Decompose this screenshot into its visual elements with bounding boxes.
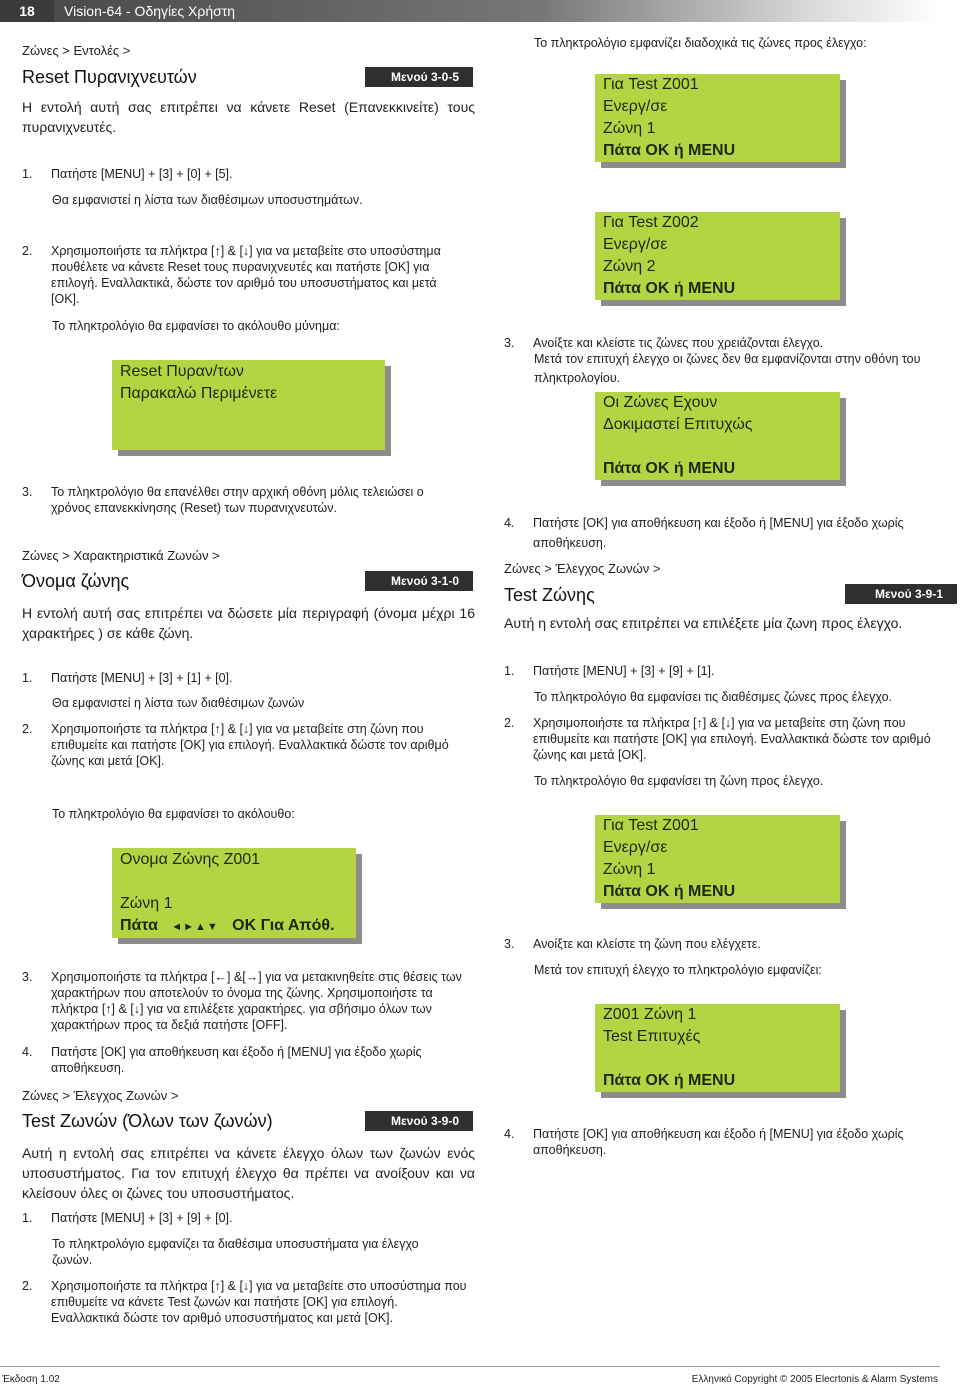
- lcd-line: Οι Ζώνες Εχουν: [603, 394, 718, 411]
- keypad-lcd-display: [595, 392, 840, 480]
- lcd-line: Ζώνη 1: [603, 861, 656, 878]
- step-note: Το πληκτρολόγιο θα εμφανίσει τις διαθέσιμες ζώνες προς έλεγχο.: [534, 690, 893, 704]
- keypad-lcd-display: [595, 212, 840, 300]
- lcd-line: Reset Πυραν/των: [120, 363, 244, 380]
- lcd-line: Για Test Z002: [603, 214, 699, 231]
- step-1: 1. Πατήστε [MENU] + [3] + [0] + [5].: [22, 167, 233, 181]
- breadcrumb: Ζώνες > Έλεγχος Ζωνών >: [22, 1088, 179, 1103]
- section-title: Test Ζωνών (Όλων των ζωνών): [22, 1111, 273, 1131]
- keypad-lcd-display: [595, 74, 840, 162]
- step-2: 2. Χρησιμοποιήστε τα πλήκτρα [↑] & [↓] για να μεταβείτε στη ζώνη που επιθυμείτε και πατήστε [OK] για επιλογή. Εναλλακτικά δώστε τον αριθμό ζώνης και μετά [OK].: [504, 716, 931, 762]
- step-3: 3. Χρησιμοποιήστε τα πλήκτρα [←] &[→] για να μετακινηθείτε στις θέσεις των χαρακτήρων που αποτελούν το όνομα της ζώνης. Χρησιμοποιήστε τα πλήκτρα [↑] & [↓] για να επιλέξετε χαρακτήρες. για σβήσιμο όλων των χαρακτήρων προς τα δεξιά πατήστε [OFF].: [22, 970, 462, 1032]
- step-3: 3. Ανοίξτε και κλείστε τις ζώνες που χρειάζονται έλεγχο.: [504, 336, 824, 350]
- lcd-line: Για Test Z001: [603, 817, 699, 834]
- footer-divider: [0, 1366, 940, 1367]
- lcd-line: Για Test Z001: [603, 76, 699, 93]
- lcd-line: Ζώνη 1: [603, 120, 656, 137]
- section-description: Η εντολή αυτή σας επιτρέπει να δώσετε μία περιγραφή (όνομα μέχρι 16 χαρακτήρες ) σε κάθε ζώνη.: [22, 605, 475, 641]
- step-1: 1. Πατήστε [MENU] + [3] + [9] + [1].: [504, 664, 715, 678]
- step-note: Μετά τον επιτυχή έλεγχο το πληκτρολόγιο εμφανίζει:: [534, 963, 822, 977]
- lcd-line: Ενεργ/σε: [603, 236, 668, 253]
- lcd-line: Πάτα ◄►▲▼ OK Για Απόθ.: [120, 917, 335, 934]
- step-note: Θα εμφανιστεί η λίστα των διαθέσιμων ζωνών: [52, 696, 305, 710]
- step-note: Το πληκτρολόγιο θα εμφανίσει το ακόλουθο:: [52, 807, 295, 821]
- keypad-lcd-display: [595, 815, 840, 903]
- lcd-line: Ζώνη 1: [120, 895, 173, 912]
- keypad-lcd-display: [595, 1004, 840, 1092]
- step-4: 4. Πατήστε [OK] για αποθήκευση και έξοδο ή [MENU] για έξοδο χωρίς αποθήκευση.: [504, 1127, 904, 1157]
- menu-code-badge: Μενού 3-9-0: [365, 1111, 473, 1131]
- step-1: 1. Πατήστε [MENU] + [3] + [1] + [0].: [22, 671, 233, 685]
- keypad-lcd-display: [112, 360, 385, 450]
- menu-code-badge: Μενού 3-1-0: [365, 571, 473, 591]
- step-4: 4. Πατήστε [OK] για αποθήκευση και έξοδο ή [MENU] για έξοδο χωρίς αποθήκευση.: [504, 516, 904, 550]
- section-title: Όνομα ζώνης: [22, 571, 130, 591]
- step-2: 2. Χρησιμοποιήστε τα πλήκτρα [↑] & [↓] για να μεταβείτε στη ζώνη που επιθυμείτε και πατήστε [OK] για επιλογή. Εναλλακτικά δώστε τον αριθμό ζώνης και μετά [OK].: [22, 722, 449, 768]
- lcd-line: Πάτα OK ή MENU: [603, 460, 736, 477]
- page-header-title: Vision-64 - Οδηγίες Χρήστη: [54, 0, 940, 22]
- footer-copyright: Ελληνικό Copyright © 2005 Elecrtonis & Alarm Systems: [691, 1374, 938, 1385]
- step-4: 4. Πατήστε [OK] για αποθήκευση και έξοδο ή [MENU] για έξοδο χωρίς αποθήκευση.: [22, 1045, 422, 1075]
- step-2: 2. Χρησιμοποιήστε τα πλήκτρα [↑] & [↓] για να μεταβείτε στο υποσύστημα που επιθυμείτε να κάνετε Test ζωνών και πατήστε [OK] για επιλογή. Εναλλακτικά δώστε τον αριθμό υποσυστήματος και μετά [OK].: [22, 1279, 467, 1325]
- keypad-lcd-display: [112, 848, 356, 938]
- breadcrumb: Ζώνες > Χαρακτηριστικά Ζωνών >: [22, 548, 220, 563]
- section-description: Η εντολή αυτή σας επιτρέπει να κάνετε Reset (Επανεκκινείτε) τους πυρανιχνευτές.: [22, 99, 475, 135]
- section-title: Reset Πυρανιχνευτών: [22, 67, 197, 87]
- page-number: 18: [0, 0, 54, 22]
- lcd-line: Ονομα Ζώνης Z001: [120, 851, 261, 868]
- breadcrumb: Ζώνες > Εντολές >: [22, 43, 131, 58]
- footer-edition: Έκδοση 1.02: [2, 1374, 60, 1385]
- step-note: Το πληκτρολόγιο θα εμφανίσει το ακόλουθο μύνημα:: [52, 319, 340, 333]
- step-3: 3. Ανοίξτε και κλείστε τη ζώνη που ελέγχετε.: [504, 937, 761, 951]
- lcd-line: Δοκιμαστεί Επιτυχώς: [603, 416, 753, 433]
- lcd-line: Z001 Ζώνη 1: [603, 1006, 697, 1023]
- section-description: Αυτή η εντολή σας επιτρέπει να επιλέξετε μία ζωνη προς έλεγχο.: [504, 615, 903, 631]
- step-3: 3. Το πληκτρολόγιο θα επανέλθει στην αρχική οθόνη μόλις τελειώσει ο χρόνος επανεκκίνησης (Reset) των πυρανιχνευτών.: [22, 485, 424, 515]
- step-note: Το πληκτρολόγιο εμφανίζει τα διαθέσιμα υποσυστήματα για έλεγχο ζωνών.: [52, 1237, 419, 1267]
- step-1: 1. Πατήστε [MENU] + [3] + [9] + [0].: [22, 1211, 233, 1225]
- menu-code-badge: Μενού 3-9-1: [845, 584, 957, 604]
- lcd-line: Πάτα OK ή MENU: [603, 1072, 736, 1089]
- section-title: Test Ζώνης: [504, 585, 595, 605]
- intro-text: Το πληκτρολόγιο εμφανίζει διαδοχικά τις ζώνες προς έλεγχο:: [534, 36, 867, 50]
- lcd-line: Πάτα OK ή MENU: [603, 280, 736, 297]
- section-description: Αυτή η εντολή σας επιτρέπει να κάνετε έλεγχο όλων των ζωνών ενός υποσυστήματος. Για τον επιτυχή έλεγχο θα πρέπει να ανοίξουν και να κλείσουν όλες οι ζώνες του υποσυστήματος.: [22, 1145, 475, 1201]
- arrow-keys-icon: ◄►▲▼: [171, 921, 219, 933]
- menu-code-badge: Μενού 3-0-5: [365, 67, 473, 87]
- breadcrumb: Ζώνες > Έλεγχος Ζωνών >: [504, 561, 661, 576]
- step-2: 2. Χρησιμοποιήστε τα πλήκτρα [↑] & [↓] για να μεταβείτε στο υποσύστημα πουθέλετε να κάνετε Reset τους πυρανιχνευτές και πατήστε [OK] για επιλογή. Εναλλακτικά, δώστε τον αριθμό του υποσυστήματος και μετά [OK].: [22, 244, 441, 306]
- lcd-line: Παρακαλώ Περιμένετε: [120, 385, 278, 402]
- step-note: Θα εμφανιστεί η λίστα των διαθέσιμων υποσυστημάτων.: [52, 193, 363, 207]
- lcd-line: Test Επιτυχές: [603, 1028, 701, 1045]
- lcd-line: Πάτα OK ή MENU: [603, 883, 736, 900]
- lcd-line: Ζώνη 2: [603, 258, 656, 275]
- lcd-line: Πάτα OK ή MENU: [603, 142, 736, 159]
- lcd-line: Ενεργ/σε: [603, 98, 668, 115]
- step-note: Μετά τον επιτυχή έλεγχο οι ζώνες δεν θα εμφανίζονται στην οθόνη του πληκτρολογίου.: [534, 352, 921, 385]
- step-note: Το πληκτρολόγιο θα εμφανίσει τη ζώνη προς έλεγχο.: [534, 774, 824, 788]
- lcd-line: Ενεργ/σε: [603, 839, 668, 856]
